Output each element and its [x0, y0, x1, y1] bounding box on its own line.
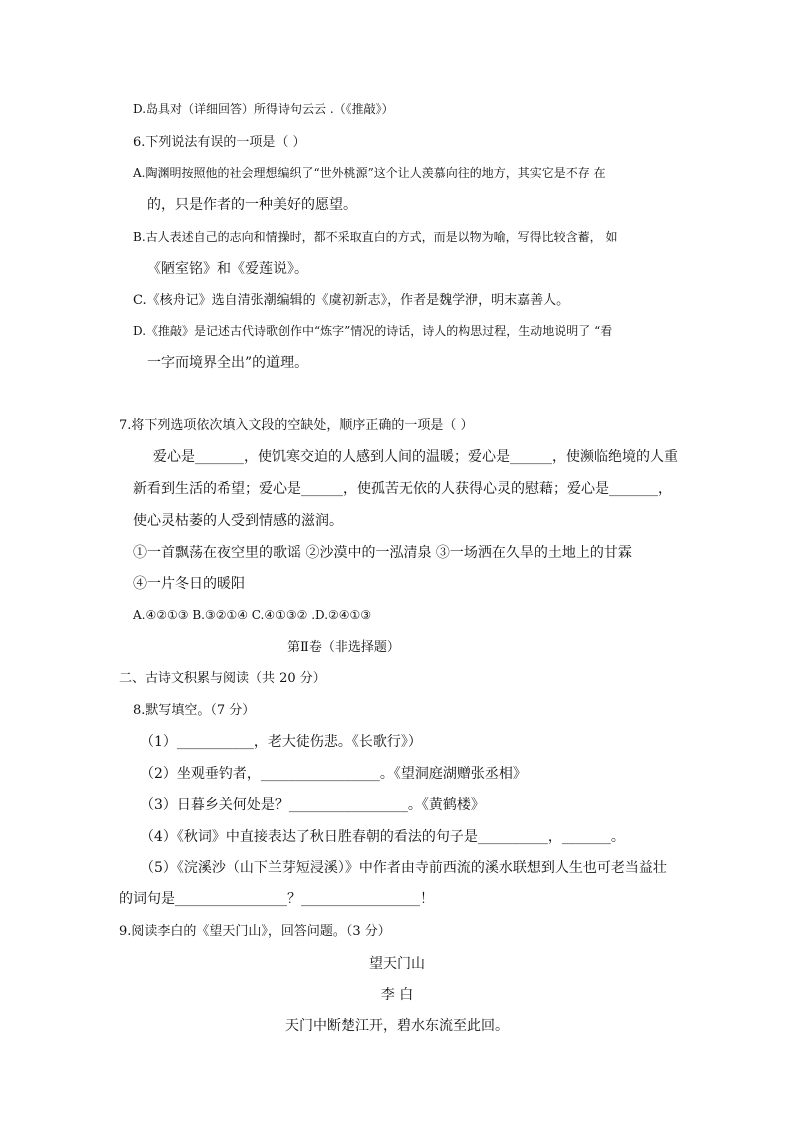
q9-stem: 9.阅读李白的《望天门山》，回答问题。（3 分） — [119, 924, 391, 939]
q8-item-4: （4）《秋词》中直接表达了秋日胜春朝的看法的句子是__________，_______。 — [140, 829, 625, 845]
q8-item-5-line2: 的词句是________________？_________________！ — [119, 891, 434, 907]
section-2-title: 二、古诗文积累与阅读（共 20 分） — [119, 671, 326, 686]
q5-option-d: D.岛具对（详细回答）所得诗句云云 .（《推敲》） — [133, 102, 394, 116]
q6-option-d-line1: D.《推敲》是记述古代诗歌创作中“炼字”情况的诗话，诗人的构思过程，生动地说明了 “看 — [133, 324, 613, 338]
q7-passage-line2: 新看到生活的希望；爱心是______，使孤苦无依的人获得心灵的慰藉；爱心是_______， — [133, 481, 672, 497]
q7-stem: 7.将下列选项依次填入文段的空缺处，顺序正确的一项是（ ） — [119, 418, 474, 433]
q7-passage-line1: 爱心是_______，使饥寒交迫的人感到人间的温暖；爱心是______，使濒临绝境的人重 — [153, 449, 678, 465]
q6-option-d-line2: 一字而境界全出”的道理。 — [147, 355, 309, 371]
poem-author: 李 白 — [380, 987, 414, 1003]
q8-stem: 8.默写填空。（7 分） — [133, 703, 256, 718]
volume-2-title: 第Ⅱ卷（非选择题） — [287, 640, 400, 655]
q8-item-1: （1）___________，老大徒伤悲。《长歌行》） — [140, 734, 422, 750]
q6-option-b-line1: B.古人表述自己的志向和情操时，都不采取直白的方式，而是以物为喻，写得比较含蓄， 如 — [133, 230, 618, 244]
q8-item-2: （2）坐观垂钓者，_________________。《望洞庭湖赠张丞相》 — [140, 766, 527, 782]
q7-items-line1: ①一首飘荡在夜空里的歌谣 ②沙漠中的一泓清泉 ③一场洒在久旱的土地上的甘霖 — [133, 545, 632, 561]
q7-passage-line3: 使心灵枯萎的人受到情感的滋润。 — [133, 513, 343, 529]
poem-title: 望天门山 — [369, 956, 425, 972]
q8-item-5-line1: （5）《浣溪沙（山下兰芽短浸溪）》中作者由寺前西流的溪水联想到人生也可老当益壮 — [140, 860, 667, 876]
q6-option-c: C.《核舟记》选自清张潮编辑的《虞初新志》，作者是魏学洢，明末嘉善人。 — [133, 293, 570, 308]
poem-line-1: 天门中断楚江开，碧水东流至此回。 — [285, 1018, 509, 1034]
q6-option-b-line2: 《陋室铭》和《爱莲说》。 — [147, 261, 308, 277]
q7-choices: A.④②①③ B.③②①④ C.④①③② .D.②④①③ — [133, 608, 372, 622]
q6-stem: 6.下列说法有误的一项是（ ） — [133, 135, 306, 150]
q8-item-3: （3）日暮乡关何处是？_________________。《黄鹤楼》 — [140, 797, 485, 813]
q6-option-a-line2: 的，只是作者的一种美好的愿望。 — [147, 197, 357, 213]
q7-items-line2: ④一片冬日的暖阳 — [133, 576, 245, 592]
q6-option-a-line1: A.陶渊明按照他的社会理想编织了“世外桃源”这个让人羡慕向往的地方，其实它是不存 在 — [133, 166, 606, 180]
